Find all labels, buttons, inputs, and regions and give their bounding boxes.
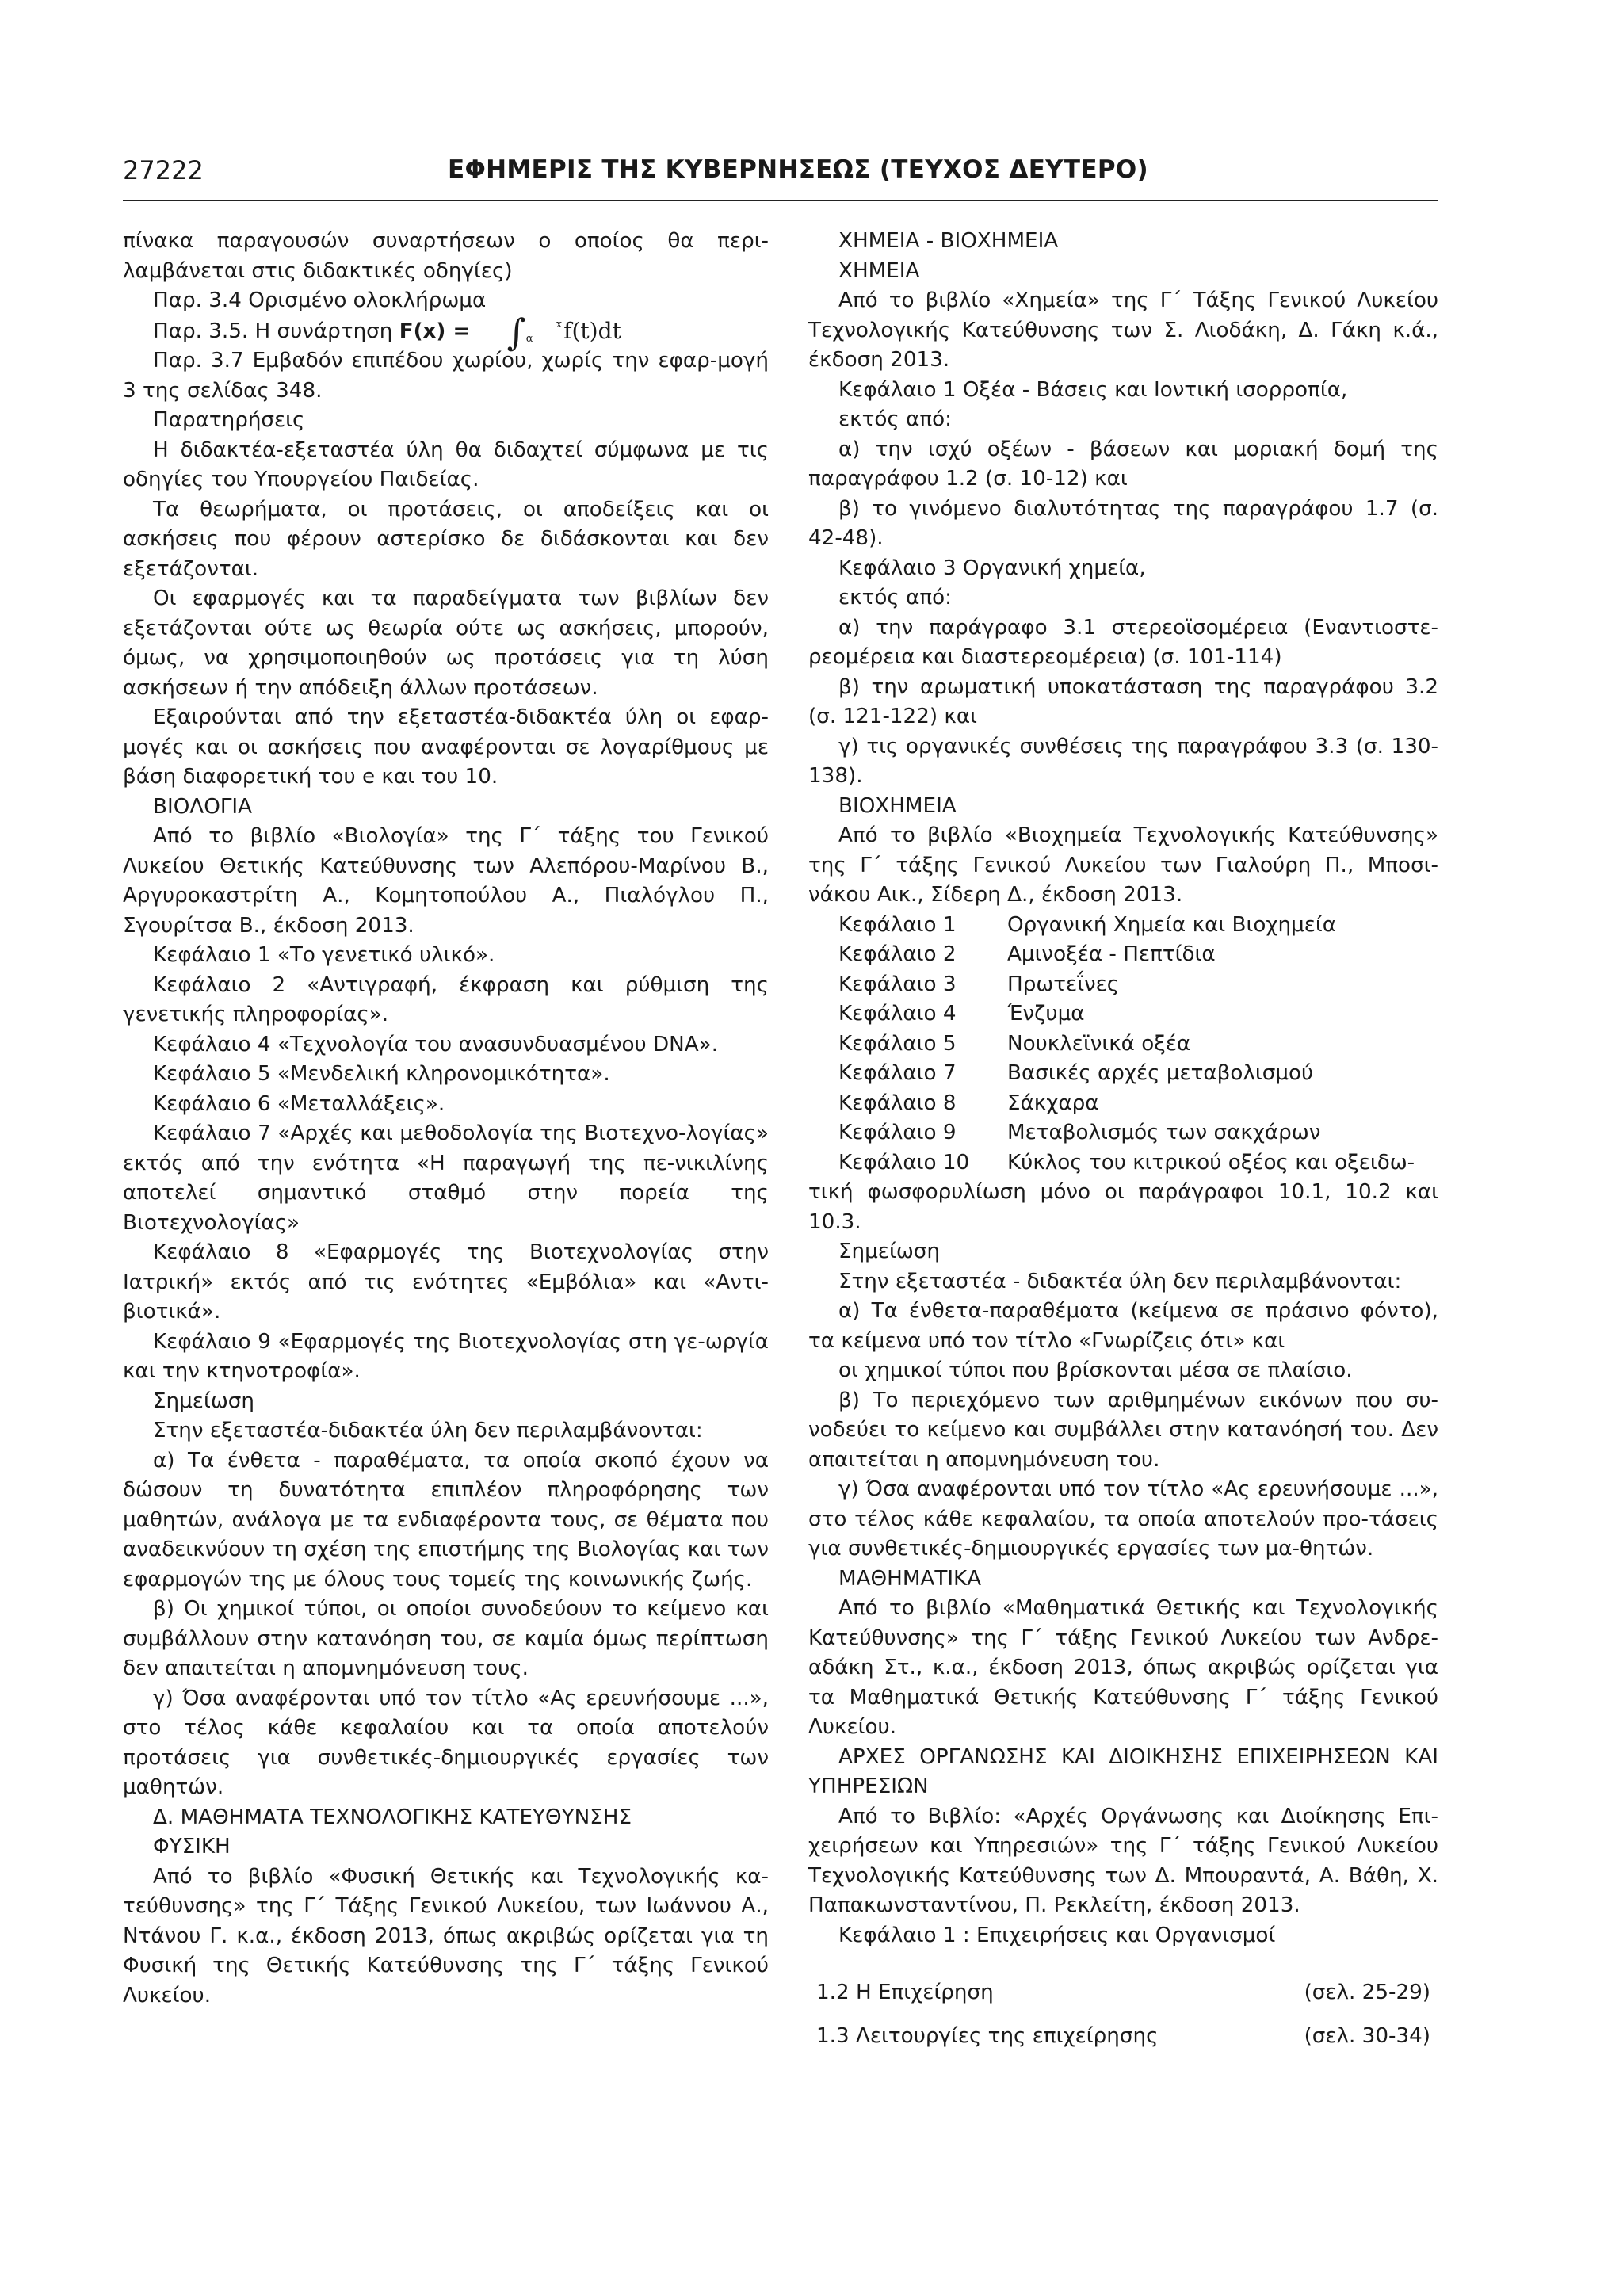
formula-line (123, 310, 769, 353)
integral-limits (526, 318, 562, 346)
chapter-row (808, 1148, 1438, 1179)
paragraph: Εξαιρούνται από την εξεταστέα-διδακτέα ύλη οι εφαρ-μογές και οι ασκήσεις που αναφέρονται σε λογαρίθμους με βάση διαφορετική του e και του 10. (123, 705, 769, 789)
paragraph: Στην εξεταστέα-διδακτέα ύλη δεν περιλαμβάνονται: (153, 1419, 703, 1442)
paragraph: Στην εξεταστέα - διδακτέα ύλη δεν περιλαμβάνονται: (838, 1269, 1402, 1293)
paragraph: α) Τα ένθετα-παραθέματα (κείμενα σε πράσινο φόντο), τα κείμενα υπό τον τίτλο «Γνωρίζεις ότι» και (808, 1299, 1438, 1353)
table-row (816, 1971, 1430, 2015)
paragraph: Κεφάλαιο 1 Οξέα - Βάσεις και Ιοντική ισορροπία, (838, 377, 1348, 402)
integrand: f(t)dt (563, 317, 621, 344)
section-heading: ΒΙΟΛΟΓΙΑ (153, 794, 253, 819)
chapter-number: Κεφάλαιο 3 (838, 972, 957, 996)
chapter-row (808, 999, 1438, 1030)
chapter-title: Ένζυμα (1007, 1002, 1085, 1026)
subheading: Παρατηρήσεις (153, 408, 305, 432)
chapter-number: Κεφάλαιο 7 (838, 1061, 957, 1085)
paragraph: Οι εφαρμογές και τα παραδείγματα των βιβλίων δεν εξετάζονται ούτε ως θεωρία ούτε ως ασκήσεις, μπορούν, όμως, να χρησιμοποιηθούν ως προτάσεις για τη λύση ασκήσεων ή την απόδειξη άλλων προτάσεων. (123, 586, 769, 700)
paragraph: Τα θεωρήματα, οι προτάσεις, οι αποδείξεις και οι ασκήσεις που φέρουν αστερίσκο δε διδάσκονται και δεν εξετάζονται. (123, 497, 769, 581)
chapter-row (808, 1059, 1438, 1089)
paragraph: α) την ισχύ οξέων - βάσεων και μοριακή δομή της παραγράφου 1.2 (σ. 10-12) και (808, 437, 1438, 491)
subheading: Σημείωση (838, 1240, 940, 1263)
paragraph: Παρ. 3.7 Εμβαδόν επιπέδου χωρίου, χωρίς την εφαρ-μογή 3 της σελίδας 348. (123, 349, 769, 403)
paragraph: Από το βιβλίο «Φυσική Θετικής και Τεχνολογικής κα-τεύθυνσης» της Γ΄ Τάξης Γενικού Λυκείου, των Ιωάννου Α., Ντάνου Γ. κ.α., έκδοση 2013, όπως ακριβώς ορίζεται για τη Φυσική της Θετικής Κατεύθυνσης της Γ΄ τάξης Γενικού Λυκείου. (123, 1864, 769, 2008)
paragraph: τική φωσφορυλίωση μόνο οι παράγραφοι 10.1, 10.2 και 10.3. (808, 1180, 1438, 1234)
running-title: ΕΦΗΜΕΡΙΣ ΤΗΣ ΚΥΒΕΡΝΗΣΕΩΣ (ΤΕΥΧΟΣ ΔΕΥΤΕΡΟ) (448, 155, 1148, 184)
chapter-title: Νουκλεϊνικά οξέα (1007, 1031, 1191, 1056)
chapter-title: Σάκχαρα (1007, 1091, 1099, 1115)
chapter-title: Αμινοξέα - Πεπτίδια (1007, 942, 1216, 966)
paragraph: β) την αρωματική υποκατάσταση της παραγράφου 3.2 (σ. 121-122) και (808, 674, 1438, 728)
paragraph: β) Το περιεχόμενο των αριθμημένων εικόνων που συ-νοδεύει το κείμενο και συμβάλλει στην κατανόησή του. Δεν απαιτείται η απομνημόνευση του. (808, 1388, 1438, 1472)
chapter-row (808, 1030, 1438, 1060)
paragraph: Κεφάλαιο 2 «Αντιγραφή, έκφραση και ρύθμιση της γενετικής πληροφορίας». (123, 972, 769, 1026)
paragraph: Κεφάλαιο 1 «Το γενετικό υλικό». (153, 943, 495, 967)
paragraph: β) το γινόμενο διαλυτότητας της παραγράφου 1.7 (σ. 42-48). (808, 496, 1438, 550)
chapter-row (808, 940, 1438, 970)
chapter-row (808, 1089, 1438, 1119)
chapter-title: Πρωτεΐνες (1007, 972, 1120, 996)
subheading: Σημείωση (153, 1389, 254, 1413)
paragraph: Κεφάλαιο 7 «Αρχές και μεθοδολογία της Βιοτεχνο-λογίας» εκτός από την ενότητα «Η παραγωγή της πε-νικιλίνης αποτελεί σημαντικό σταθμό στην πορεία της Βιοτεχνολογίας» (123, 1121, 769, 1235)
chapter-row (808, 911, 1438, 941)
chapter-row (808, 1118, 1438, 1148)
paragraph: Κεφάλαιο 3 Οργανική χημεία, (838, 556, 1146, 580)
paragraph: Από το βιβλίο «Βιοχημεία Τεχνολογικής Κατεύθυνσης» της Γ΄ τάξης Γενικού Λυκείου των Γιαλούρη Π., Μποσι-νάκου Αικ., Σίδερη Δ., έκδοση 2013. (808, 823, 1438, 907)
section-heading: ΧΗΜΕΙΑ - ΒΙΟΧΗΜΕΙΑ (838, 229, 1059, 253)
page-number: 27222 (123, 155, 204, 185)
chapter-title: Μεταβολισμός των σακχάρων (1007, 1121, 1321, 1144)
paragraph: Κεφάλαιο 1 : Επιχειρήσεις και Οργανισμοί (838, 1923, 1276, 1947)
left-column (123, 227, 769, 2011)
chapter-number: Κεφάλαιο 1 (838, 912, 957, 937)
paragraph: Κεφάλαιο 4 «Τεχνολογία του ανασυνδυασμένου DNA». (153, 1032, 719, 1056)
upper-limit: x (556, 319, 563, 330)
lower-limit: α (525, 333, 533, 345)
paragraph: εκτός από: (838, 407, 952, 431)
paragraph: Παρ. 3.4 Ορισμένο ολοκλήρωμα (153, 288, 487, 312)
paragraph: εκτός από: (838, 586, 952, 609)
paragraph: πίνακα παραγουσών συναρτήσεων ο οποίος θα περι-λαμβάνεται στις διδακτικές οδηγίες) (123, 229, 769, 283)
table-row (816, 2015, 1430, 2058)
integral-sign-icon: ∫ (506, 310, 526, 353)
chapter-number: Κεφάλαιο 9 (838, 1121, 957, 1144)
chapter-number: Κεφάλαιο 10 (838, 1150, 970, 1175)
section-heading: ΜΑΘΗΜΑΤΙΚΑ (838, 1566, 982, 1591)
chapter-number: Κεφάλαιο 2 (838, 942, 957, 966)
section-heading: ΦΥΣΙΚΗ (153, 1835, 231, 1859)
chapter-number: Κεφάλαιο 8 (838, 1091, 957, 1115)
chapter-title: Οργανική Χημεία και Βιοχημεία (1007, 912, 1337, 937)
paragraph: Κεφάλαιο 5 «Μενδελική κληρονομικότητα». (153, 1062, 610, 1086)
page-header (123, 155, 1438, 201)
paragraph: Κεφάλαιο 9 «Εφαρμογές της Βιοτεχνολογίας στη γε-ωργία και την κτηνοτροφία». (123, 1329, 769, 1383)
chapter-title: Βασικές αρχές μεταβολισμού (1007, 1061, 1314, 1085)
integral-formula (477, 310, 621, 353)
right-column (808, 227, 1438, 2058)
paragraph: β) Οι χημικοί τύποι, οι οποίοι συνοδεύουν το κείμενο και συμβάλλουν στην κατανόηση του, σε καμία όμως περίπτωση δεν απαιτείται η απομνημόνευση τους. (123, 1597, 769, 1680)
paragraph: οι χημικοί τύποι που βρίσκονται μέσα σε πλαίσιο. (838, 1358, 1353, 1382)
table-pages: (σελ. 30-34) (1304, 2023, 1430, 2048)
table-item: 1.3 Λειτουργίες της επιχείρησης (816, 2023, 1159, 2048)
table-item: 1.2 Η Επιχείρηση (816, 1980, 994, 2004)
section-heading: ΧΗΜΕΙΑ (838, 258, 920, 283)
paragraph: Από το βιβλίο «Βιολογία» της Γ΄ τάξης του Γενικού Λυκείου Θετικής Κατεύθυνσης των Αλεπόρου-Μαρίνου Β., Αργυροκαστρίτη Α., Κομητοπούλου Α., Πιαλόγλου Π., Σγουρίτσα Β., έκδοση 2013. (123, 824, 769, 938)
chapter-number: Κεφάλαιο 5 (838, 1031, 957, 1056)
paragraph: γ) Όσα αναφέρονται υπό τον τίτλο «Ας ερευνήσουμε ...», στο τέλος κάθε κεφαλαίου και τα οποία αποτελούν προτάσεις για συνθετικές-δημιουργικές εργασίες των μαθητών. (123, 1686, 769, 1799)
paragraph: α) Τα ένθετα - παραθέματα, τα οποία σκοπό έχουν να δώσουν τη δυνατότητα επιπλέον πληροφόρησης των μαθητών, ανάλογα με τα ενδιαφέροντα τους, σε θέματα που αναδεικνύουν τη σχέση της επιστήμης της Βιολογίας και των εφαρμογών της με όλους τους τομείς της κοινωνικής ζωής. (123, 1448, 769, 1591)
paragraph: Κεφάλαιο 8 «Εφαρμογές της Βιοτεχνολογίας στην Ιατρική» εκτός από τις ενότητες «Εμβόλια» και «Αντι-βιοτικά». (123, 1240, 769, 1324)
contents-table (816, 1971, 1430, 2058)
section-heading: ΑΡΧΕΣ ΟΡΓΑΝΩΣΗΣ ΚΑΙ ΔΙΟΙΚΗΣΗΣ ΕΠΙΧΕΙΡΗΣΕΩΝ ΚΑΙ ΥΠΗΡΕΣΙΩΝ (808, 1744, 1438, 1798)
paragraph: γ) Όσα αναφέρονται υπό τον τίτλο «Ας ερευνήσουμε ...», στο τέλος κάθε κεφαλαίου, τα οποία αποτελούν προ-τάσεις για συνθετικές-δημιουργικές εργασίες των μα-θητών. (808, 1477, 1438, 1561)
paragraph: Από το βιβλίο «Μαθηματικά Θετικής και Τεχνολογικής Κατεύθυνσης» της Γ΄ τάξης Γενικού Λυκείου των Ανδρε-αδάκη Στ., κ.α., έκδοση 2013, όπως ακριβώς ορίζεται για τα Μαθηματικά Θετικής Κατεύθυνσης Γ΄ τάξης Γενικού Λυκείου. (808, 1596, 1438, 1739)
chapter-number: Κεφάλαιο 4 (838, 1002, 957, 1026)
formula-lhs: F(x) = (399, 319, 471, 343)
section-heading: Δ. ΜΑΘΗΜΑΤΑ ΤΕΧΝΟΛΟΓΙΚΗΣ ΚΑΤΕΥΘΥΝΣΗΣ (153, 1805, 632, 1829)
formula-prefix: Παρ. 3.5. Η συνάρτηση (153, 319, 393, 343)
chapter-list (808, 911, 1438, 1179)
chapter-row (808, 970, 1438, 1000)
paragraph: Κεφάλαιο 6 «Μεταλλάξεις». (153, 1091, 445, 1116)
paragraph: α) την παράγραφο 3.1 στερεοϊσομέρεια (Εναντιοστε-ρεομέρεια και διαστερεομέρεια) (σ. 101-114) (808, 615, 1438, 669)
paragraph: Η διδακτέα-εξεταστέα ύλη θα διδαχτεί σύμφωνα με τις οδηγίες του Υπουργείου Παιδείας. (123, 437, 769, 491)
section-heading: ΒΙΟΧΗΜΕΙΑ (838, 793, 957, 818)
chapter-title: Κύκλος του κιτρικού οξέος και οξειδω- (1007, 1150, 1415, 1175)
table-pages: (σελ. 25-29) (1304, 1980, 1430, 2004)
paragraph: Από το βιβλίο «Χημεία» της Γ΄ Τάξης Γενικού Λυκείου Τεχνολογικής Κατεύθυνσης των Σ. Λιοδάκη, Δ. Γάκη κ.ά., έκδοση 2013. (808, 288, 1438, 372)
paragraph: γ) τις οργανικές συνθέσεις της παραγράφου 3.3 (σ. 130-138). (808, 734, 1438, 788)
paragraph: Από το Βιβλίο: «Αρχές Οργάνωσης και Διοίκησης Επι-χειρήσεων και Υπηρεσιών» της Γ΄ τάξης Γενικού Λυκείου Τεχνολογικής Κατεύθυνσης των Δ. Μπουραντά, Α. Βάθη, Χ. Παπακωνσταντίνου, Π. Ρεκλείτη, έκδοση 2013. (808, 1804, 1438, 1917)
